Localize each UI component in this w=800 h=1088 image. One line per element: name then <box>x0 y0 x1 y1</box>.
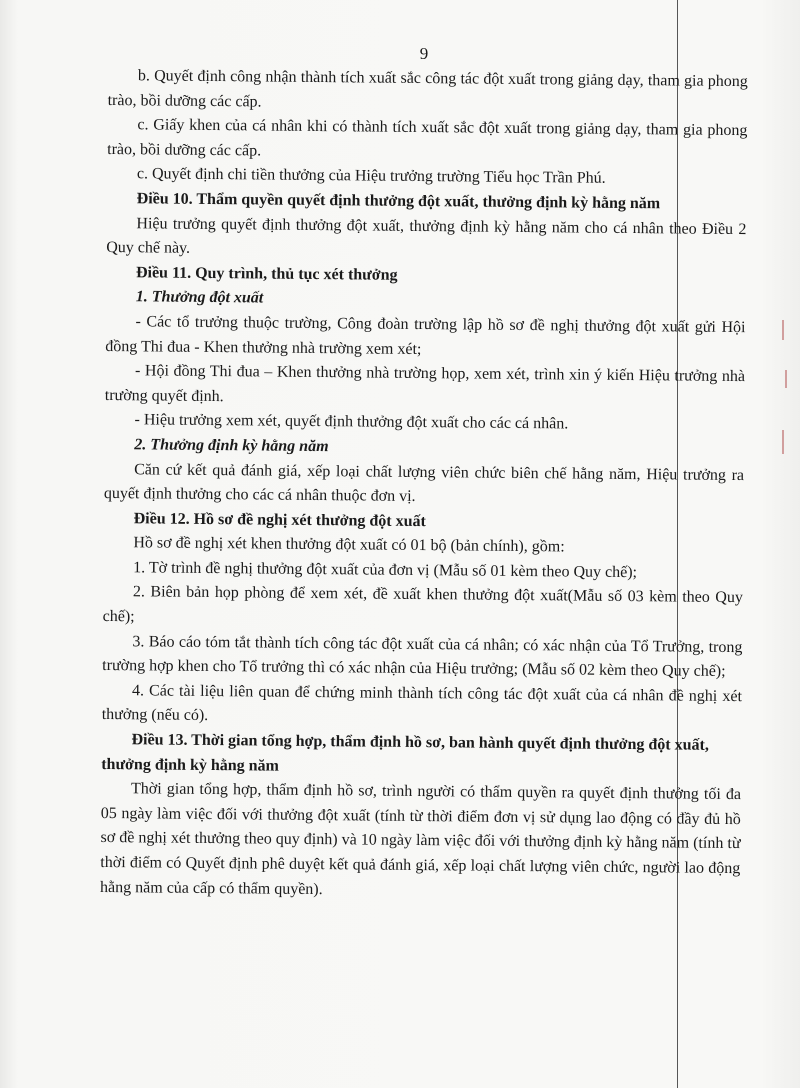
article-heading-12: Điều 12. Hồ sơ đề nghị xét thưởng đột xuất <box>133 509 426 530</box>
paragraph: b. Quyết định công nhận thành tích xuất sắc công tác đột xuất trong giảng dạy, tham gia phong trào, bồi dưỡng các cấp. <box>107 67 748 111</box>
document-body <box>100 64 748 906</box>
paragraph: - Hội đồng Thi đua – Khen thưởng nhà trường họp, xem xét, trình xin ý kiến Hiệu trưởng nhà trường quyết định. <box>104 362 746 405</box>
subheading: 1. Thưởng đột xuất <box>135 288 264 307</box>
paragraph: Hồ sơ đề nghị xét khen thưởng đột xuất có 01 bộ (bản chính), gồm: <box>133 534 565 556</box>
subheading: 2. Thưởng định kỳ hằng năm <box>134 436 329 456</box>
paragraph: c. Giấy khen của cá nhân khi có thành tích xuất sắc đột xuất trong giảng dạy, tham gia phong trào, bồi dưỡng các cấp. <box>107 116 748 160</box>
margin-stamp-marks <box>778 320 792 460</box>
paragraph: - Các tổ trưởng thuộc trường, Công đoàn trường lập hồ sơ đề nghị thưởng đột xuất gửi Hội đồng Thi đua - Khen thưởng nhà trường xem xét; <box>105 313 746 358</box>
list-item: 4. Các tài liệu liên quan để chứng minh thành tích công tác đột xuất của cá nhân đề nghị xét thưởng (nếu có). <box>101 682 743 725</box>
paragraph: c. Quyết định chi tiền thưởng của Hiệu trưởng trường Tiểu học Trần Phú. <box>136 165 606 188</box>
paragraph: Thời gian tổng hợp, thẩm định hồ sơ, trình người có thẩm quyền ra quyết định thưởng tối đa 05 ngày làm việc đối với thưởng đột xuất (tính từ thời điểm đơn vị sử dụng lao động có đầy đủ hồ sơ đề nghị xét thưởng theo quy định) và 10 ngày làm việc đối với thưởng định kỳ hằng năm (tính từ thời điểm có Quyết định phê duyệt kết quả đánh giá, xếp loại chất lượng viên chức, người lao động hằng năm của cấp có thẩm quyền). <box>100 780 742 898</box>
paragraph: Hiệu trưởng quyết định thưởng đột xuất, thưởng định kỳ hằng năm cho cá nhân theo Điều 2 Quy chế này. <box>106 214 747 257</box>
article-heading-13: Điều 13. Thời gian tổng hợp, thẩm định hồ sơ, ban hành quyết định thưởng đột xuất, thưởng định kỳ hằng năm <box>101 731 709 775</box>
list-item: 3. Báo cáo tóm tắt thành tích công tác đột xuất của cá nhân; có xác nhận của Tổ Trưởng, trong trường hợp khen cho Tổ trưởng thì có xác nhận của Hiệu trưởng; (Mẫu số 02 kèm theo Quy chế); <box>102 632 743 681</box>
list-item: 2. Biên bản họp phòng để xem xét, đề xuất khen thưởng đột xuất(Mẫu số 03 kèm theo Quy chế); <box>102 583 743 626</box>
article-heading-11: Điều 11. Quy trình, thủ tục xét thưởng <box>135 264 398 284</box>
paragraph: - Hiệu trưởng xem xét, quyết định thưởng đột xuất cho các cá nhân. <box>134 411 569 433</box>
paragraph: Căn cứ kết quả đánh giá, xếp loại chất lượng viên chức biên chế hằng năm, Hiệu trưởng ra quyết định thưởng cho các cá nhân thuộc đơn vị. <box>103 460 745 506</box>
article-heading-10: Điều 10. Thẩm quyền quyết định thưởng đột xuất, thưởng định kỳ hằng năm <box>136 190 661 213</box>
page-number: 9 <box>419 44 429 63</box>
list-item: 1. Tờ trình đề nghị thưởng đột xuất của đơn vị (Mẫu số 01 kèm theo Quy chế); <box>133 559 638 581</box>
